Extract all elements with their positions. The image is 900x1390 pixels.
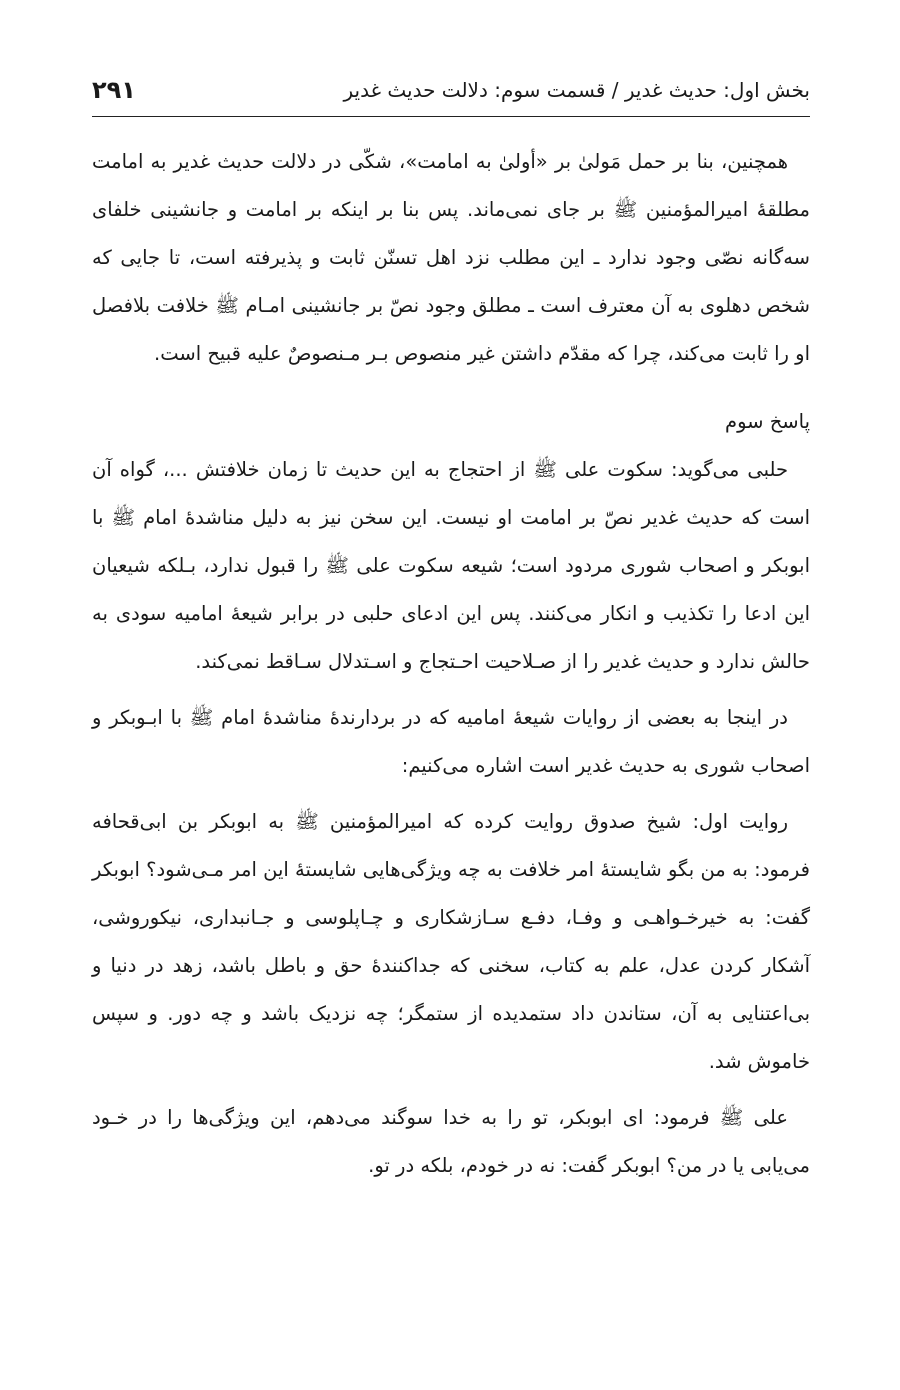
paragraph-1: همچنین، بنا بر حمل مَولیٰ بر «أولیٰ به امامت»، شکّی در دلالت حدیث غدیر به امامت مطلقهٔ امیرالمؤمنین ﷺ بر جای نمی‌ماند. پس بنا بر اینکه بر امامت و جانشینی خلفای سه‌گانه نصّی وجود ندارد ـ این مطلب نزد اهل تسنّن ثابت و پذیرفته است، تا جایی که شخص دهلوی به آن معترف است ـ مطلق وجود نصّ بر جانشینی امـام ﷺ خلافت بلافصل او را ثابت می‌کند، چرا که مقدّم داشتن غیر منصوص بـر مـنصوصٌ علیه قبیح است. — [92, 150, 810, 365]
paragraph-4: روایت اول: شیخ صدوق روایت کرده که امیرالمؤمنین ﷺ به ابوبکر بن ابی‌قحافه فرمود: به من بگو شایستهٔ امر خلافت به چه ویژگی‌هایی شایستهٔ این امر مـی‌شود؟ ابوبکر گفت: به خیرخـواهـی و وفـا، دفـع سـازشکاری و چـاپلوسی و جـانبداری، نیکوروشی، آشکار کردن عدل، علم به کتاب، سخنی که جداکنندهٔ حق و باطل باشد، زهد در دنیا و بی‌اعتنایی به آن، ستاندن داد ستمدیده از ستمگر؛ چه نزدیک باشد و چه دور. و سپس خاموش شد. — [92, 810, 810, 1073]
running-head-title: بخش اول: حدیث غدیر / قسمت سوم: دلالت حدیث غدیر — [343, 78, 810, 102]
running-head — [92, 70, 810, 110]
section-heading: پاسخ سوم — [725, 410, 810, 433]
body-text — [92, 138, 810, 1190]
paragraph-5: علی ﷺ فرمود: ای ابوبکر، تو را به خدا سوگند می‌دهم، این ویژگی‌ها را در خـود می‌یابی یا در من؟ ابوبکر گفت: نه در خودم، بلکه در تو. — [92, 1106, 810, 1177]
paragraph-2: حلبی می‌گوید: سکوت علی ﷺ از احتجاج به این حدیث تا زمان خلافتش ...، گواه آن است که حدیث غدیر نصّ بر امامت او نیست. این سخن نیز به دلیل مناشدهٔ امام ﷺ با ابوبکر و اصحاب شوری مردود است؛ شیعه سکوت علی ﷺ را قبول ندارد، بـلکه شیعیان این ادعا را تکذیب و انکار می‌کنند. پس این ادعای حلبی در برابر شیعهٔ امامیه سودی به حالش ندارد و حدیث غدیر را از صـلاحیت احـتجاج و اسـتدلال سـاقط نمی‌کند. — [92, 458, 810, 673]
page-number: ۲۹۱ — [92, 76, 136, 104]
header-rule — [92, 116, 810, 117]
paragraph-3: در اینجا به بعضی از روایات شیعهٔ امامیه که در بردارندهٔ مناشدهٔ امام ﷺ با ابـوبکر و اصحاب شوری به حدیث غدیر است اشاره می‌کنیم: — [92, 706, 810, 777]
